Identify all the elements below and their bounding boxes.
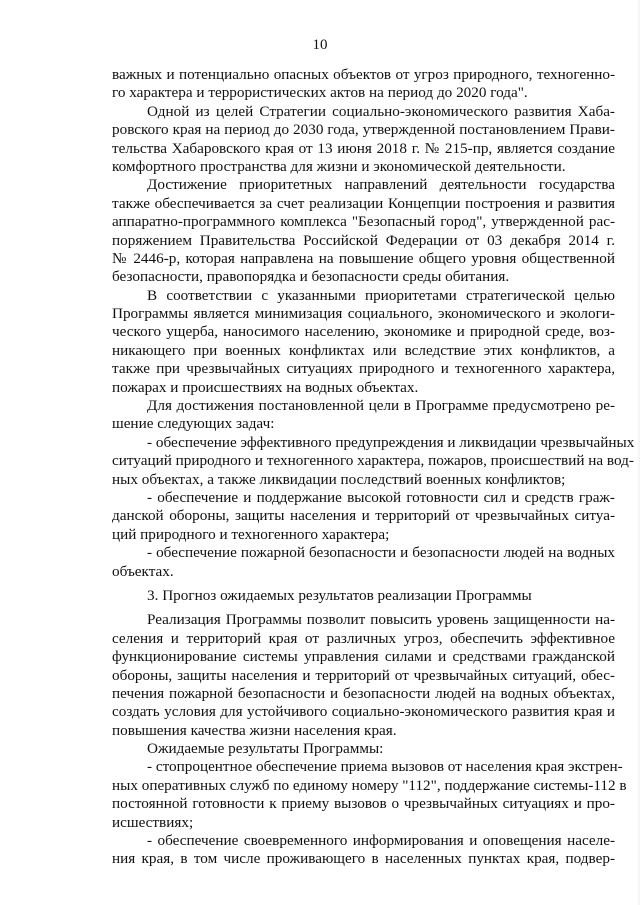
paragraph-first-line: Одной из целей Стратегии социально-экономического развития Хаба- xyxy=(147,102,615,120)
page-number: 10 xyxy=(312,37,328,53)
text-line: № 2446-р, которая направлена на повышение общего уровня общественной xyxy=(112,249,615,267)
text-line: печения пожарной безопасности и безопасности людей на водных объектах, xyxy=(112,684,615,702)
paragraph-last-line: исшествиях; xyxy=(112,813,194,831)
text-line: ситуаций природного и техногенного характера, пожаров, происшествий на вод- xyxy=(112,452,634,470)
text-line: Программы является минимизация социального, экономического и экологи- xyxy=(112,305,615,323)
paragraph-first-line: - обеспечение и поддержание высокой готовности сил и средств граж- xyxy=(147,488,615,506)
paragraph-last-line: шение следующих задач: xyxy=(112,415,275,433)
paragraph-first-line: - стопроцентное обеспечение приема вызовов от населения края экстрен- xyxy=(147,758,623,776)
text-line: важных и потенциально опасных объектов от угроз природного, техногенно- xyxy=(112,66,615,83)
document-body xyxy=(112,66,635,869)
text-line: поряжением Правительства Российской Федерации от 03 декабря 2014 г. xyxy=(112,231,615,249)
text-line: также обеспечивается за счет реализации Концепции построения и развития xyxy=(112,194,615,212)
paragraph-last-line: безопасности, правопорядка и безопасности среды обитания. xyxy=(112,268,510,286)
text-line: селения и территорий края от различных угроз, обеспечить эффективное xyxy=(112,629,615,647)
text-line: тельства Хабаровского края от 13 июня 2018 г. № 215-пр, является создание xyxy=(112,139,615,157)
paragraph-last-line: го характера и террористических актов на период до 2020 года". xyxy=(112,84,528,102)
text-line: создать условия для устойчивого социально-экономического развития края и xyxy=(112,703,615,721)
paragraph-first-line: - обеспечение пожарной безопасности и безопасности людей на водных xyxy=(147,544,615,562)
text-line: постоянной готовности к приему вызовов о чрезвычайных ситуациях и про- xyxy=(112,795,615,813)
text-line: аппаратно-программного комплекса "Безопасный город", утвержденной рас- xyxy=(112,213,615,231)
text-line: ровского края на период до 2030 года, утвержденной постановлением Прави- xyxy=(112,121,615,139)
text-line: также при чрезвычайных ситуациях природного и техногенного характера, xyxy=(112,360,615,378)
text-line: функционирование системы управления силами и средствами гражданской xyxy=(112,648,615,666)
paragraph-first-line: Реализация Программы позволит повысить уровень защищенности на- xyxy=(147,611,615,629)
paragraph-last-line: повышения качества жизни населения края. xyxy=(112,721,397,739)
paragraph-single-line: Ожидаемые результаты Программы: xyxy=(147,740,384,758)
text-line: ческого ущерба, наносимого населению, экономике и природной среде, воз- xyxy=(112,323,615,341)
text-line: никающего при военных конфликтах или вследствие этих конфликтов, а xyxy=(112,341,615,359)
paragraph-last-line: комфортного пространства для жизни и экономической деятельности. xyxy=(112,157,566,175)
paragraph-first-line: Для достижения постановленной цели в Программе предусмотрено ре- xyxy=(147,397,615,415)
paragraph-last-line: ций природного и техногенного характера; xyxy=(112,525,390,543)
paragraph-first-line: Достижение приоритетных направлений деятельности государства xyxy=(147,176,615,194)
paragraph-last-line: ных объектах, а также ликвидации последствий военных конфликтов; xyxy=(112,470,566,488)
paragraph-first-line: - обеспечение эффективного предупреждения и ликвидации чрезвычайных xyxy=(147,433,635,451)
paragraph-last-line: пожарах и происшествиях на водных объектах. xyxy=(112,378,419,396)
paragraph-last-line: объектах. xyxy=(112,562,174,580)
text-line: данской обороны, защиты населения и территорий от чрезвычайных ситуа- xyxy=(112,507,615,525)
text-line: ния края, в том числе проживающего в населенных пунктах края, подвер- xyxy=(112,850,615,868)
paragraph-first-line: - обеспечение своевременного информирования и оповещения населе- xyxy=(147,832,615,850)
text-line: обороны, защиты населения и территорий от чрезвычайных ситуаций, обес- xyxy=(112,666,615,684)
text-line: ных оперативных служб по единому номеру "112", поддержание системы-112 в xyxy=(112,776,627,794)
section-heading: 3. Прогноз ожидаемых результатов реализации Программы xyxy=(147,586,532,604)
paragraph-first-line: В соответствии с указанными приоритетами стратегической целью xyxy=(147,286,615,304)
